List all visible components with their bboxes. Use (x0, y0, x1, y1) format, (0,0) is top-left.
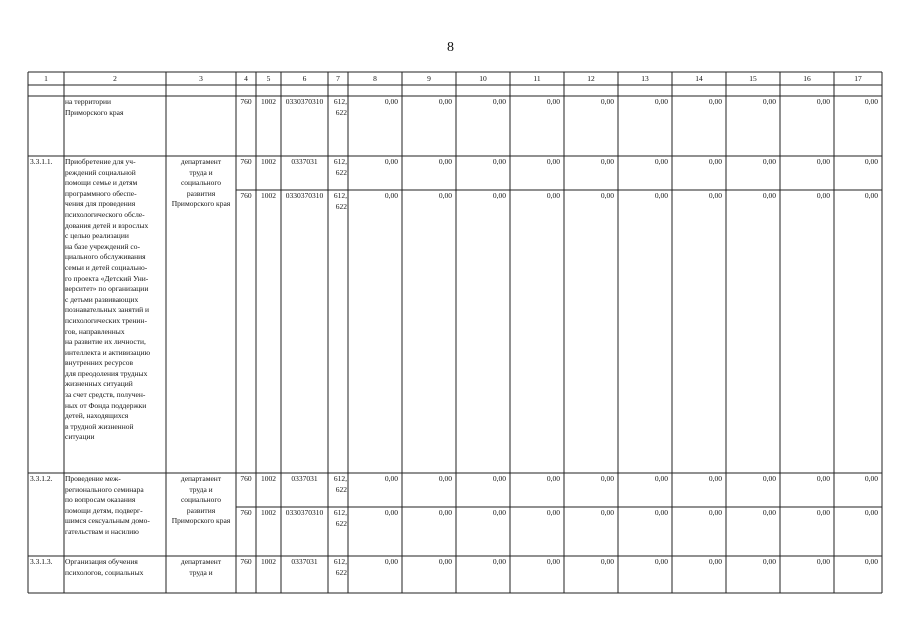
amount-value: 0,00 (816, 191, 830, 200)
executor: департамент труда и социального развития Приморского края (171, 474, 231, 526)
code-ministry: 760 (240, 97, 252, 106)
header-col-16: 16 (803, 74, 811, 83)
code-ministry: 760 (240, 191, 252, 200)
header-col-3: 3 (199, 74, 203, 83)
amount-value: 0,00 (864, 474, 878, 483)
amount-value: 0,00 (438, 157, 452, 166)
amount-value: 0,00 (654, 97, 668, 106)
code-ministry: 760 (240, 157, 252, 166)
amount-value: 0,00 (762, 191, 776, 200)
code-expense-type: 612, 622 (333, 508, 347, 528)
amount-value: 0,00 (438, 508, 452, 517)
header-col-6: 6 (302, 74, 307, 83)
header-col-8: 8 (373, 74, 377, 83)
code-target: 0330370310 (285, 191, 324, 200)
amount-value: 0,00 (762, 508, 776, 517)
amount-value: 0,00 (708, 508, 722, 517)
code-section: 1002 (261, 474, 276, 483)
code-target: 0337031 (291, 157, 318, 166)
amount-value: 0,00 (816, 157, 830, 166)
amount-value: 0,00 (384, 157, 398, 166)
code-target: 0337031 (291, 557, 318, 566)
code-expense-type: 612, 622 (333, 557, 347, 577)
amount-value: 0,00 (816, 474, 830, 483)
code-section: 1002 (261, 508, 276, 517)
amount-value: 0,00 (762, 557, 776, 566)
code-ministry: 760 (240, 474, 252, 483)
amount-value: 0,00 (384, 474, 398, 483)
amount-value: 0,00 (546, 508, 560, 517)
amount-value: 0,00 (384, 557, 398, 566)
amount-value: 0,00 (762, 97, 776, 106)
code-expense-type: 612, 622 (333, 157, 347, 177)
amount-value: 0,00 (762, 474, 776, 483)
amount-value: 0,00 (654, 557, 668, 566)
header-col-17: 17 (854, 74, 862, 83)
code-expense-type: 612, 622 (333, 191, 347, 211)
amount-value: 0,00 (864, 191, 878, 200)
amount-value: 0,00 (438, 97, 452, 106)
header-col-11: 11 (533, 74, 541, 83)
item-number: 3.3.1.3. (30, 557, 53, 566)
amount-value: 0,00 (492, 157, 506, 166)
amount-value: 0,00 (384, 191, 398, 200)
amount-value: 0,00 (600, 191, 614, 200)
header-col-7: 7 (336, 74, 340, 83)
amount-value: 0,00 (384, 508, 398, 517)
code-expense-type: 612, 622 (333, 97, 347, 117)
item-number: 3.3.1.1. (30, 157, 53, 166)
code-target: 0337031 (291, 474, 318, 483)
amount-value: 0,00 (654, 191, 668, 200)
amount-value: 0,00 (762, 157, 776, 166)
amount-value: 0,00 (816, 508, 830, 517)
amount-value: 0,00 (816, 557, 830, 566)
code-target: 0330370310 (285, 508, 324, 517)
header-col-9: 9 (427, 74, 431, 83)
header-col-2: 2 (113, 74, 117, 83)
header-col-13: 13 (641, 74, 649, 83)
amount-value: 0,00 (864, 557, 878, 566)
amount-value: 0,00 (864, 508, 878, 517)
header-col-15: 15 (749, 74, 757, 83)
item-name: Проведение меж- регионального семинара по вопросам оказания помощи детям, подверг- шимся сексуальным домо- гательствам и насилию (65, 474, 150, 536)
code-ministry: 760 (240, 557, 252, 566)
amount-value: 0,00 (708, 157, 722, 166)
amount-value: 0,00 (384, 97, 398, 106)
amount-value: 0,00 (546, 557, 560, 566)
header-col-14: 14 (695, 74, 703, 83)
amount-value: 0,00 (492, 191, 506, 200)
item-number: 3.3.1.2. (30, 474, 53, 483)
amount-value: 0,00 (816, 97, 830, 106)
header-col-4: 4 (244, 74, 248, 83)
amount-value: 0,00 (708, 191, 722, 200)
amount-value: 0,00 (546, 97, 560, 106)
amount-value: 0,00 (600, 157, 614, 166)
code-section: 1002 (261, 97, 276, 106)
header-col-10: 10 (479, 74, 487, 83)
amount-value: 0,00 (492, 474, 506, 483)
amount-value: 0,00 (708, 97, 722, 106)
amount-value: 0,00 (492, 557, 506, 566)
amount-value: 0,00 (438, 557, 452, 566)
amount-value: 0,00 (600, 508, 614, 517)
executor: департамент труда и социального развития Приморского края (171, 157, 231, 209)
amount-value: 0,00 (708, 474, 722, 483)
amount-value: 0,00 (438, 474, 452, 483)
executor: департамент труда и (180, 557, 222, 577)
amount-value: 0,00 (864, 157, 878, 166)
amount-value: 0,00 (492, 508, 506, 517)
code-section: 1002 (261, 191, 276, 200)
header-col-12: 12 (587, 74, 595, 83)
code-ministry: 760 (240, 508, 252, 517)
amount-value: 0,00 (654, 157, 668, 166)
amount-value: 0,00 (600, 474, 614, 483)
amount-value: 0,00 (654, 474, 668, 483)
amount-value: 0,00 (546, 157, 560, 166)
item-name: Организация обучения психологов, социальных (65, 557, 144, 577)
amount-value: 0,00 (600, 97, 614, 106)
code-target: 0330370310 (285, 97, 324, 106)
amount-value: 0,00 (864, 97, 878, 106)
amount-value: 0,00 (438, 191, 452, 200)
item-name: Приобретение для уч- реждений социальной помощи семье и детям программного обеспе- чения для проведения психологического обсле- дования детей и взрослых с целью реализации на базе учреждений со- циального обслуживания семьи и детей социально- го проекта «Детский Уни- верситет» по организации с детьми развивающих познавательных занятий и психологических тренин- гов, направленных на развитие их личности, интеллекта и активизацию внутренних ресурсов для преодоления трудных жизненных ситуаций за счет средств, получен- ных от Фонда поддержки детей, находящихся в трудной жизненной ситуации (65, 157, 151, 442)
header-col-5: 5 (266, 74, 271, 83)
amount-value: 0,00 (546, 191, 560, 200)
code-expense-type: 612, 622 (333, 474, 347, 494)
amount-value: 0,00 (654, 508, 668, 517)
code-section: 1002 (261, 157, 276, 166)
page-number: 8 (447, 40, 454, 55)
continuation-name: на территории Приморского края (65, 97, 124, 117)
amount-value: 0,00 (492, 97, 506, 106)
amount-value: 0,00 (546, 474, 560, 483)
amount-value: 0,00 (600, 557, 614, 566)
amount-value: 0,00 (708, 557, 722, 566)
code-section: 1002 (261, 557, 276, 566)
header-col-1: 1 (44, 74, 48, 83)
